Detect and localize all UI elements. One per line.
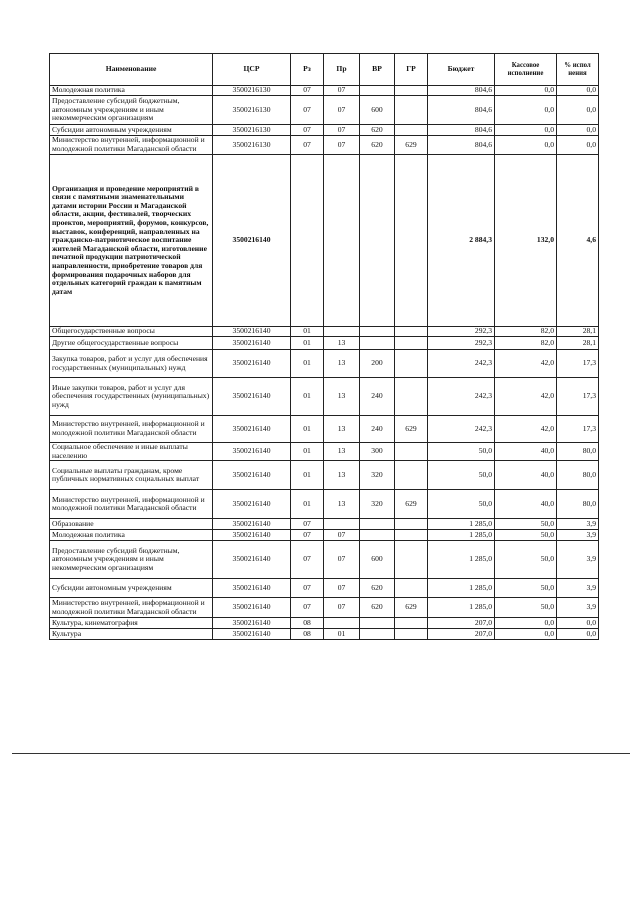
cell-name: Субсидии автономным учреждениям [50,125,213,136]
cell-vr: 620 [360,598,395,618]
cell-percent: 0,0 [557,618,599,629]
table-row [50,519,599,530]
cell-vr: 240 [360,378,395,416]
cell-gr [395,461,428,490]
cell-vr [360,327,395,337]
cell-percent: 3,9 [557,519,599,530]
table-row [50,327,599,337]
cell-cash: 50,0 [495,541,557,579]
cell-pr: 07 [324,136,360,155]
cell-name: Министерство внутренней, информационной и молодежной политики Магаданской области [50,598,213,618]
cell-cash: 82,0 [495,327,557,337]
cell-percent: 17,3 [557,416,599,443]
cell-percent: 3,9 [557,579,599,598]
cell-gr [395,155,428,327]
cell-cash: 50,0 [495,579,557,598]
cell-gr [395,443,428,461]
cell-cash: 0,0 [495,96,557,125]
cell-csr: 3500216140 [213,416,291,443]
cell-percent: 3,9 [557,541,599,579]
cell-percent: 0,0 [557,86,599,96]
cell-csr: 3500216140 [213,461,291,490]
cell-pr [324,327,360,337]
cell-rz: 01 [291,461,324,490]
cell-csr: 3500216130 [213,86,291,96]
cell-budget: 2 884,3 [428,155,495,327]
cell-cash: 0,0 [495,136,557,155]
cell-pr: 13 [324,416,360,443]
cell-budget: 292,3 [428,327,495,337]
table-row [50,136,599,155]
cell-cash: 40,0 [495,443,557,461]
cell-rz: 07 [291,541,324,579]
cell-cash: 82,0 [495,337,557,350]
table-row [50,337,599,350]
cell-pr: 07 [324,579,360,598]
cell-cash: 42,0 [495,350,557,378]
cell-vr [360,629,395,640]
cell-pr: 07 [324,598,360,618]
cell-rz: 07 [291,598,324,618]
cell-csr: 3500216140 [213,579,291,598]
cell-budget: 804,6 [428,136,495,155]
table-row [50,579,599,598]
cell-budget: 1 285,0 [428,579,495,598]
cell-vr: 600 [360,541,395,579]
table-row [50,530,599,541]
cell-name: Предоставление субсидий бюджетным, автономным учреждениям и иным некоммерческим организациям [50,541,213,579]
cell-gr [395,378,428,416]
cell-percent: 17,3 [557,350,599,378]
cell-budget: 1 285,0 [428,598,495,618]
cell-name: Субсидии автономным учреждениям [50,579,213,598]
table-row [50,490,599,519]
cell-vr: 320 [360,490,395,519]
cell-cash: 42,0 [495,378,557,416]
cell-percent: 0,0 [557,136,599,155]
cell-budget: 804,6 [428,96,495,125]
cell-percent: 80,0 [557,443,599,461]
cell-percent: 4,6 [557,155,599,327]
cell-name: Министерство внутренней, информационной и молодежной политики Магаданской области [50,136,213,155]
cell-csr: 3500216140 [213,327,291,337]
cell-rz: 07 [291,530,324,541]
cell-vr: 320 [360,461,395,490]
header-percent: % испол нения [557,54,599,86]
cell-pr: 01 [324,629,360,640]
table-row [50,416,599,443]
cell-csr: 3500216140 [213,629,291,640]
cell-percent: 28,1 [557,337,599,350]
cell-vr [360,337,395,350]
cell-csr: 3500216140 [213,519,291,530]
cell-name: Молодежная политика [50,86,213,96]
header-gr: ГР [395,54,428,86]
cell-gr [395,519,428,530]
table-row [50,598,599,618]
cell-csr: 3500216140 [213,598,291,618]
table-row [50,618,599,629]
cell-gr [395,327,428,337]
cell-budget: 207,0 [428,618,495,629]
cell-percent: 80,0 [557,490,599,519]
cell-pr [324,519,360,530]
cell-budget: 242,3 [428,378,495,416]
cell-vr [360,86,395,96]
cell-pr: 07 [324,530,360,541]
cell-csr: 3500216130 [213,96,291,125]
table-row [50,96,599,125]
cell-pr: 13 [324,490,360,519]
table-header-row [50,54,599,86]
cell-rz: 07 [291,96,324,125]
cell-name: Общегосударственные вопросы [50,327,213,337]
cell-csr: 3500216130 [213,125,291,136]
cell-cash: 132,0 [495,155,557,327]
cell-name: Другие общегосударственные вопросы [50,337,213,350]
table-row [50,378,599,416]
cell-name: Предоставление субсидий бюджетным, автономным учреждениям и иным некоммерческим организациям [50,96,213,125]
cell-csr: 3500216140 [213,541,291,579]
cell-budget: 242,3 [428,416,495,443]
cell-gr [395,530,428,541]
table-row [50,155,599,327]
cell-name: Министерство внутренней, информационной и молодежной политики Магаданской области [50,416,213,443]
cell-rz: 07 [291,579,324,598]
cell-vr: 200 [360,350,395,378]
header-name: Наименование [50,54,213,86]
cell-gr: 629 [395,490,428,519]
cell-rz: 07 [291,136,324,155]
cell-pr: 13 [324,443,360,461]
cell-gr: 629 [395,416,428,443]
cell-budget: 50,0 [428,443,495,461]
cell-pr: 13 [324,337,360,350]
cell-cash: 0,0 [495,86,557,96]
cell-gr [395,541,428,579]
table-body [50,86,599,640]
cell-gr [395,96,428,125]
cell-vr [360,519,395,530]
cell-csr: 3500216140 [213,618,291,629]
header-cash-execution: Кассовое исполнение [495,54,557,86]
cell-budget: 804,6 [428,125,495,136]
cell-name: Культура [50,629,213,640]
table-row [50,629,599,640]
cell-name: Министерство внутренней, информационной и молодежной политики Магаданской области [50,490,213,519]
cell-vr: 300 [360,443,395,461]
cell-name: Культура, кинематография [50,618,213,629]
cell-vr: 620 [360,125,395,136]
table-row [50,541,599,579]
footer-divider [12,753,630,754]
cell-percent: 3,9 [557,530,599,541]
cell-pr: 13 [324,461,360,490]
cell-gr [395,350,428,378]
cell-budget: 207,0 [428,629,495,640]
table-row [50,350,599,378]
cell-percent: 28,1 [557,327,599,337]
table-row [50,125,599,136]
cell-rz [291,155,324,327]
cell-rz: 08 [291,618,324,629]
header-vr: ВР [360,54,395,86]
cell-vr: 620 [360,579,395,598]
cell-pr: 07 [324,125,360,136]
cell-rz: 07 [291,519,324,530]
cell-vr [360,155,395,327]
cell-percent: 17,3 [557,378,599,416]
cell-percent: 0,0 [557,125,599,136]
cell-rz: 01 [291,378,324,416]
header-rz: Рз [291,54,324,86]
cell-pr [324,155,360,327]
cell-cash: 0,0 [495,125,557,136]
cell-percent: 0,0 [557,629,599,640]
cell-rz: 01 [291,490,324,519]
cell-cash: 50,0 [495,598,557,618]
header-csr: ЦСР [213,54,291,86]
cell-name: Закупка товаров, работ и услуг для обеспечения государственных (муниципальных) нужд [50,350,213,378]
cell-csr: 3500216140 [213,443,291,461]
cell-gr [395,618,428,629]
cell-pr [324,618,360,629]
cell-pr: 07 [324,96,360,125]
cell-csr: 3500216140 [213,378,291,416]
cell-rz: 01 [291,350,324,378]
cell-cash: 50,0 [495,530,557,541]
cell-gr [395,337,428,350]
cell-csr: 3500216140 [213,155,291,327]
header-pr: Пр [324,54,360,86]
cell-pr: 07 [324,86,360,96]
cell-pr: 07 [324,541,360,579]
cell-csr: 3500216130 [213,136,291,155]
budget-execution-table [49,53,599,640]
cell-csr: 3500216140 [213,530,291,541]
cell-vr: 620 [360,136,395,155]
cell-gr: 629 [395,598,428,618]
cell-budget: 1 285,0 [428,530,495,541]
cell-gr [395,86,428,96]
cell-name: Образование [50,519,213,530]
cell-name: Молодежная политика [50,530,213,541]
cell-percent: 80,0 [557,461,599,490]
cell-name: Организация и проведение мероприятий в связи с памятными знаменательными датами истории России и Магаданской области, акции, фестивалей, творческих проектов, мероприятий, форумов, конкурсов, выставок, конференций, направленных на гражданско-патриотическое воспитание жителей Магаданской области, изготовление печатной продукции патриотической направленности, приобретение товаров для формирования подарочных наборов для отдельных категорий граждан к памятным датам [50,155,213,327]
cell-rz: 07 [291,125,324,136]
cell-csr: 3500216140 [213,350,291,378]
cell-budget: 1 285,0 [428,541,495,579]
cell-csr: 3500216140 [213,490,291,519]
cell-cash: 40,0 [495,461,557,490]
cell-rz: 01 [291,416,324,443]
cell-percent: 0,0 [557,96,599,125]
cell-budget: 50,0 [428,461,495,490]
cell-cash: 42,0 [495,416,557,443]
table-row [50,461,599,490]
cell-name: Социальные выплаты гражданам, кроме публичных нормативных социальных выплат [50,461,213,490]
cell-rz: 08 [291,629,324,640]
cell-vr: 600 [360,96,395,125]
cell-budget: 242,3 [428,350,495,378]
cell-csr: 3500216140 [213,337,291,350]
table-row [50,443,599,461]
cell-budget: 50,0 [428,490,495,519]
cell-percent: 3,9 [557,598,599,618]
cell-cash: 50,0 [495,519,557,530]
cell-vr: 240 [360,416,395,443]
cell-vr [360,618,395,629]
cell-gr [395,629,428,640]
cell-pr: 13 [324,378,360,416]
cell-budget: 804,6 [428,86,495,96]
cell-budget: 1 285,0 [428,519,495,530]
cell-cash: 0,0 [495,629,557,640]
cell-cash: 40,0 [495,490,557,519]
cell-rz: 01 [291,337,324,350]
cell-rz: 01 [291,327,324,337]
cell-gr: 629 [395,136,428,155]
cell-cash: 0,0 [495,618,557,629]
cell-gr [395,125,428,136]
cell-name: Социальное обеспечение и иные выплаты населению [50,443,213,461]
cell-budget: 292,3 [428,337,495,350]
cell-pr: 13 [324,350,360,378]
cell-rz: 01 [291,443,324,461]
cell-name: Иные закупки товаров, работ и услуг для обеспечения государственных (муниципальных) нужд [50,378,213,416]
cell-vr [360,530,395,541]
cell-rz: 07 [291,86,324,96]
table-row [50,86,599,96]
cell-gr [395,579,428,598]
header-budget: Бюджет [428,54,495,86]
